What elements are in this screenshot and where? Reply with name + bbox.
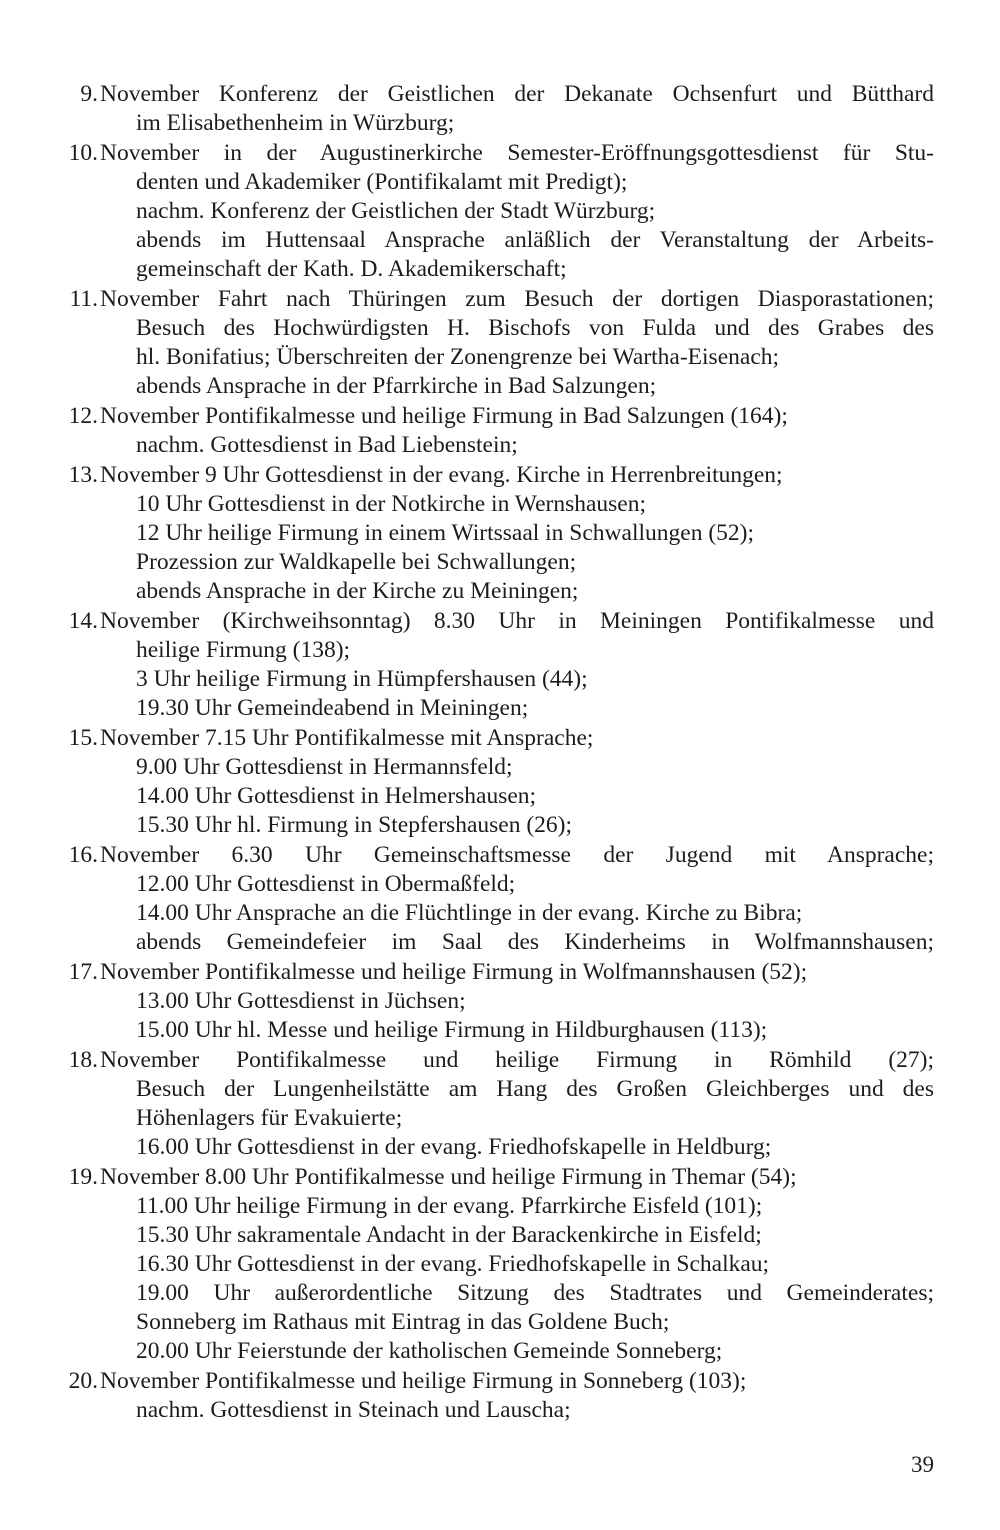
entry-continuation-line: 11.00 Uhr heilige Firmung in der evang. Pfarrkirche Eisfeld (101); — [136, 1193, 763, 1219]
entry-continuation-line: 13.00 Uhr Gottesdienst in Jüchsen; — [136, 988, 466, 1014]
entry-first-line: November (Kirchweihsonntag) 8.30 Uhr in Meiningen Pontifikalmesse und — [100, 608, 934, 634]
entry-continuation-line: im Elisabethenheim in Würzburg; — [136, 110, 455, 136]
entry-continuation-line: 15.30 Uhr sakramentale Andacht in der Barackenkirche in Eisfeld; — [136, 1222, 762, 1248]
entry-day-number: 20. — [68, 1368, 98, 1394]
entry-continuation-line: 19.30 Uhr Gemeindeabend in Meiningen; — [136, 695, 529, 721]
entry-continuation-line: 19.00 Uhr außerordentliche Sitzung des Stadtrates und Gemeinderates; — [136, 1280, 934, 1306]
calendar-entry — [58, 724, 934, 840]
entry-continuation-line: 12 Uhr heilige Firmung in einem Wirtssaal in Schwallungen (52); — [136, 520, 754, 546]
entry-continuation-line: 15.30 Uhr hl. Firmung in Stepfershausen (26); — [136, 812, 573, 838]
entry-first-line: November Pontifikalmesse und heilige Firmung in Bad Salzungen (164); — [100, 403, 788, 429]
entry-day-number: 16. — [68, 842, 98, 868]
calendar-entry — [58, 1046, 934, 1162]
entry-continuation-line: abends im Huttensaal Ansprache anläßlich der Veranstaltung der Arbeits- — [136, 227, 934, 253]
calendar-entry — [58, 958, 934, 1045]
entry-day-number: 9. — [80, 81, 98, 107]
entry-continuation-line: Prozession zur Waldkapelle bei Schwallungen; — [136, 549, 577, 575]
entry-day-number: 10. — [68, 140, 98, 166]
entry-continuation-line: Sonneberg im Rathaus mit Eintrag in das Goldene Buch; — [136, 1309, 670, 1335]
page-number: 39 — [911, 1452, 934, 1477]
entry-first-line: November Konferenz der Geistlichen der Dekanate Ochsenfurt und Bütthard — [100, 81, 934, 107]
entry-continuation-line: Besuch des Hochwürdigsten H. Bischofs von Fulda und des Grabes des — [136, 315, 934, 341]
entry-day-number: 11. — [69, 286, 98, 312]
entry-continuation-line: 14.00 Uhr Ansprache an die Flüchtlinge in der evang. Kirche zu Bibra; — [136, 900, 803, 926]
entry-first-line: November in der Augustinerkirche Semester-Eröffnungsgottesdienst für Stu- — [100, 140, 934, 166]
entry-continuation-line: 16.30 Uhr Gottesdienst in der evang. Friedhofskapelle in Schalkau; — [136, 1251, 770, 1277]
entry-continuation-line: 3 Uhr heilige Firmung in Hümpfershausen (44); — [136, 666, 588, 692]
calendar-entry — [58, 461, 934, 606]
entry-first-line: November 8.00 Uhr Pontifikalmesse und heilige Firmung in Themar (54); — [100, 1164, 797, 1190]
calendar-entry — [58, 1163, 934, 1366]
entry-continuation-line: 10 Uhr Gottesdienst in der Notkirche in Wernshausen; — [136, 491, 647, 517]
entry-continuation-line: abends Gemeindefeier im Saal des Kinderheims in Wolfmannshausen; — [136, 929, 934, 955]
entry-list — [58, 80, 934, 1426]
entry-day-number: 17. — [68, 959, 98, 985]
entry-day-number: 13. — [68, 462, 98, 488]
entry-continuation-line: heilige Firmung (138); — [136, 637, 351, 663]
entry-continuation-line: gemeinschaft der Kath. D. Akademikerschaft; — [136, 256, 567, 282]
entry-continuation-line: Höhenlagers für Evakuierte; — [136, 1105, 403, 1131]
entry-first-line: November Pontifikalmesse und heilige Firmung in Sonneberg (103); — [100, 1368, 747, 1394]
entry-continuation-line: 16.00 Uhr Gottesdienst in der evang. Friedhofskapelle in Heldburg; — [136, 1134, 772, 1160]
entry-continuation-line: 9.00 Uhr Gottesdienst in Hermannsfeld; — [136, 754, 513, 780]
entry-continuation-line: Besuch der Lungenheilstätte am Hang des Großen Gleichberges und des — [136, 1076, 934, 1102]
entry-continuation-line: 20.00 Uhr Feierstunde der katholischen Gemeinde Sonneberg; — [136, 1338, 723, 1364]
entry-continuation-line: nachm. Gottesdienst in Steinach und Lauscha; — [136, 1397, 571, 1423]
entry-continuation-line: nachm. Gottesdienst in Bad Liebenstein; — [136, 432, 518, 458]
entry-first-line: November 9 Uhr Gottesdienst in der evang. Kirche in Herrenbreitungen; — [100, 462, 783, 488]
entry-first-line: November Pontifikalmesse und heilige Firmung in Wolfmannshausen (52); — [100, 959, 808, 985]
entry-day-number: 18. — [68, 1047, 98, 1073]
entry-first-line: November 6.30 Uhr Gemeinschaftsmesse der Jugend mit Ansprache; — [100, 842, 934, 868]
entry-continuation-line: 15.00 Uhr hl. Messe und heilige Firmung in Hildburghausen (113); — [136, 1017, 768, 1043]
entry-continuation-line: abends Ansprache in der Kirche zu Meiningen; — [136, 578, 579, 604]
entry-first-line: November Fahrt nach Thüringen zum Besuch der dortigen Diasporastationen; — [100, 286, 934, 312]
calendar-entry — [58, 1367, 934, 1425]
calendar-entry — [58, 80, 934, 138]
calendar-entry — [58, 285, 934, 401]
calendar-entry — [58, 402, 934, 460]
entry-day-number: 14. — [68, 608, 98, 634]
entry-continuation-line: hl. Bonifatius; Überschreiten der Zonengrenze bei Wartha-Eisenach; — [136, 344, 780, 370]
calendar-entry — [58, 139, 934, 284]
entry-continuation-line: 12.00 Uhr Gottesdienst in Obermaßfeld; — [136, 871, 516, 897]
entry-first-line: November 7.15 Uhr Pontifikalmesse mit Ansprache; — [100, 725, 594, 751]
entry-continuation-line: 14.00 Uhr Gottesdienst in Helmershausen; — [136, 783, 537, 809]
entry-continuation-line: denten und Akademiker (Pontifikalamt mit Predigt); — [136, 169, 628, 195]
entry-first-line: November Pontifikalmesse und heilige Firmung in Römhild (27); — [100, 1047, 934, 1073]
entry-continuation-line: abends Ansprache in der Pfarrkirche in Bad Salzungen; — [136, 373, 657, 399]
calendar-entry — [58, 607, 934, 723]
entry-day-number: 12. — [68, 403, 98, 429]
entry-day-number: 15. — [68, 725, 98, 751]
entry-continuation-line: nachm. Konferenz der Geistlichen der Stadt Würzburg; — [136, 198, 656, 224]
entry-day-number: 19. — [68, 1164, 98, 1190]
calendar-entry — [58, 841, 934, 957]
